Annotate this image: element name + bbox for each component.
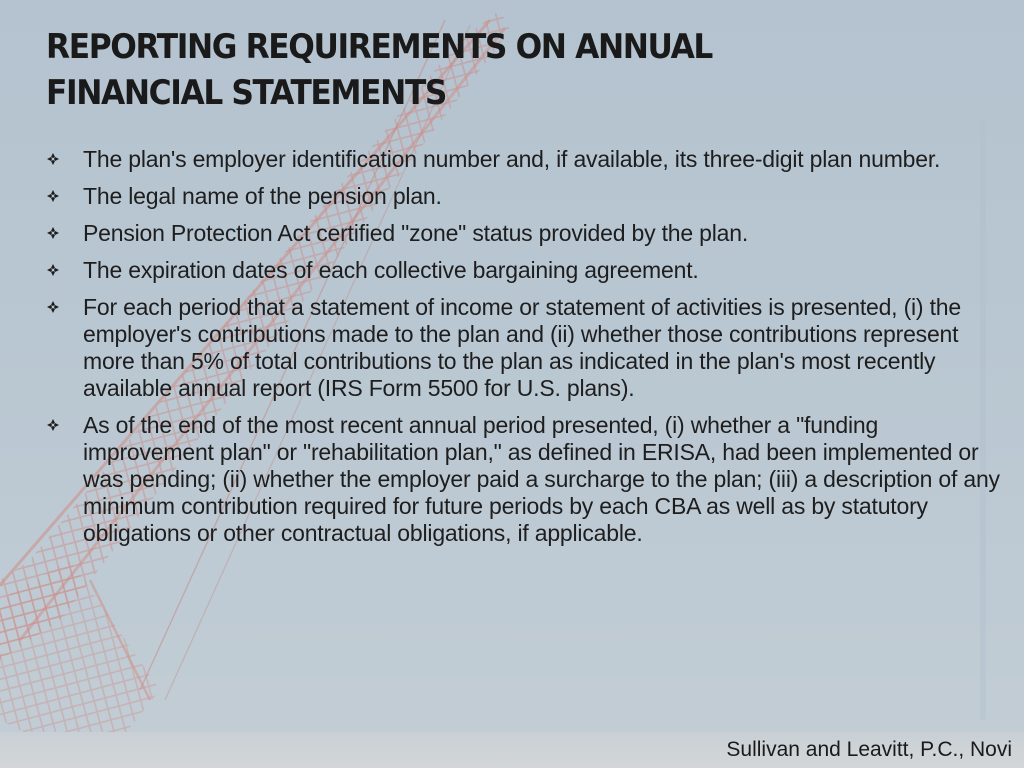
list-item (44, 220, 1004, 247)
list-item (44, 183, 1004, 210)
bullet-text: The expiration dates of each collective bargaining agreement. (83, 257, 699, 283)
bullet-text: The legal name of the pension plan. (83, 183, 442, 209)
bullet-text: For each period that a statement of income or statement of activities is presented, (i) the employer's contributions made to the plan and (ii) whether those contributions represent more than 5% of total contributions to the plan as indicated in the plan's most recently available annual report (IRS Form 5500 for U.S. plans). (83, 294, 961, 401)
slide-title: REPORTING REQUIREMENTS ON ANNUAL FINANCIAL STATEMENTS (46, 27, 712, 113)
bullet-text: As of the end of the most recent annual period presented, (i) whether a "funding improvement plan" or "rehabilitation plan," as defined in ERISA, had been implemented or was pending; (ii) whether the employer paid a surcharge to the plan; (iii) a description of any minimum contribution required for future periods by each CBA as well as by statutory obligations or other contractual obligations, if applicable. (83, 412, 1000, 546)
bullet-text: The plan's employer identification number and, if available, its three-digit plan number. (83, 146, 941, 172)
diamond-bullet-icon (46, 263, 60, 277)
bullet-list (44, 146, 1004, 557)
diamond-bullet-icon (46, 189, 60, 203)
diamond-bullet-icon (46, 418, 60, 432)
list-item (44, 294, 1004, 402)
diamond-bullet-icon (46, 152, 60, 166)
list-item (44, 257, 1004, 284)
list-item (44, 146, 1004, 173)
bullet-text: Pension Protection Act certified "zone" status provided by the plan. (83, 220, 749, 246)
diamond-bullet-icon (46, 226, 60, 240)
footer-text: Sullivan and Leavitt, P.C., Novi (726, 738, 1012, 761)
list-item (44, 412, 1004, 547)
diamond-bullet-icon (46, 300, 60, 314)
